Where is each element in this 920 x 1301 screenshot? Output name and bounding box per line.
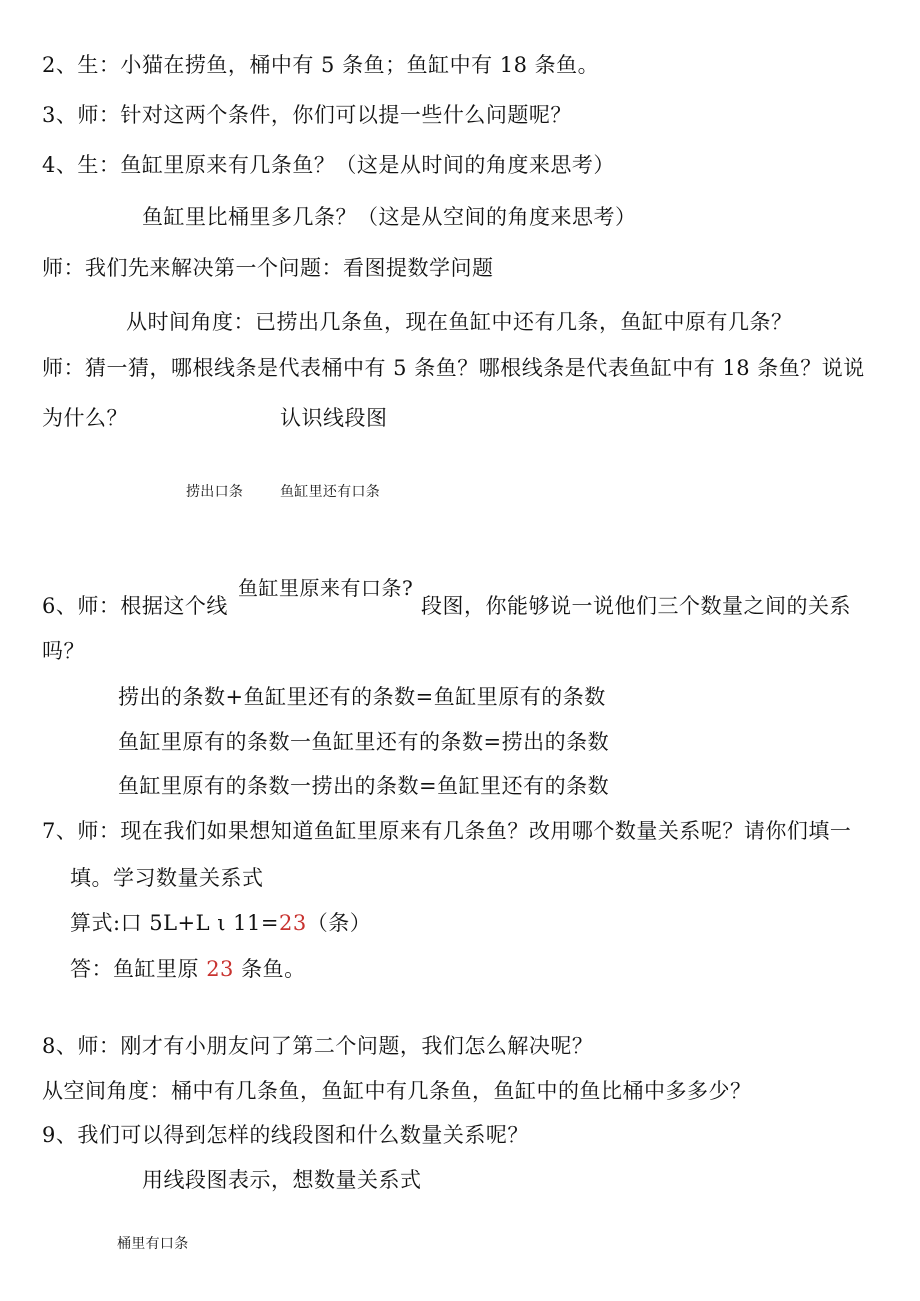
formula-answer: 23 — [279, 911, 307, 935]
answer-suffix: 条鱼。 — [233, 957, 306, 981]
answer-value: 23 — [206, 957, 234, 981]
q9-line2: 用线段图表示，想数量关系式 — [142, 1168, 422, 1192]
formula — [70, 909, 371, 937]
heading-line-segment: 认识线段图 — [280, 406, 388, 430]
formula-prefix: 算式:口 5L+L ι 11= — [70, 911, 279, 935]
q7-line1: 7、师：现在我们如果想知道鱼缸里原来有几条鱼？改用哪个数量关系呢？请你们填一 — [42, 819, 852, 843]
line-4: 4、生：鱼缸里原来有几条鱼？（这是从时间的角度来思考） — [42, 153, 615, 177]
diagram1-label-right: 鱼缸里还有口条 — [280, 484, 381, 500]
q9-line1: 9、我们可以得到怎样的线段图和什么数量关系呢？ — [42, 1123, 529, 1147]
answer-prefix: 答：鱼缸里原 — [70, 957, 207, 981]
line-4b: 鱼缸里比桶里多几条？（这是从空间的角度来思考） — [142, 205, 637, 229]
line-guess: 师：猜一猜，哪根线条是代表桶中有 5 条鱼？哪根线条是代表鱼缸中有 18 条鱼？说说 — [42, 356, 865, 380]
diagram1-label-top: 鱼缸里原来有口条? — [238, 576, 414, 600]
diagram1-label-left: 捞出口条 — [186, 484, 244, 500]
formula-suffix: （条） — [306, 911, 372, 935]
q6-part1: 6、师：根据这个线 — [42, 594, 228, 618]
q8-line2: 从空间角度：桶中有几条鱼，鱼缸中有几条鱼，鱼缸中的鱼比桶中多多少？ — [42, 1079, 752, 1103]
q6-part3: 吗？ — [42, 639, 85, 663]
diagram2-label: 桶里有口条 — [117, 1236, 189, 1252]
answer — [70, 955, 306, 983]
line-teacher-first: 师：我们先来解决第一个问题：看图提数学问题 — [42, 256, 494, 280]
line-2: 2、生：小猫在捞鱼，桶中有 5 条鱼；鱼缸中有 18 条鱼。 — [42, 53, 600, 77]
relation-3: 鱼缸里原有的条数一捞出的条数=鱼缸里还有的条数 — [118, 774, 610, 798]
relation-2: 鱼缸里原有的条数一鱼缸里还有的条数=捞出的条数 — [118, 730, 610, 754]
line-why: 为什么？ — [42, 406, 128, 430]
q8-line1: 8、师：刚才有小朋友问了第二个问题，我们怎么解决呢？ — [42, 1034, 594, 1058]
q7-line2: 填。学习数量关系式 — [70, 866, 264, 890]
line-3: 3、师：针对这两个条件，你们可以提一些什么问题呢？ — [42, 103, 572, 127]
q6-part2: 段图，你能够说一说他们三个数量之间的关系 — [421, 594, 851, 618]
relation-1: 捞出的条数+鱼缸里还有的条数=鱼缸里原有的条数 — [118, 685, 606, 709]
line-time-angle: 从时间角度：已捞出几条鱼，现在鱼缸中还有几条，鱼缸中原有几条？ — [126, 310, 793, 334]
